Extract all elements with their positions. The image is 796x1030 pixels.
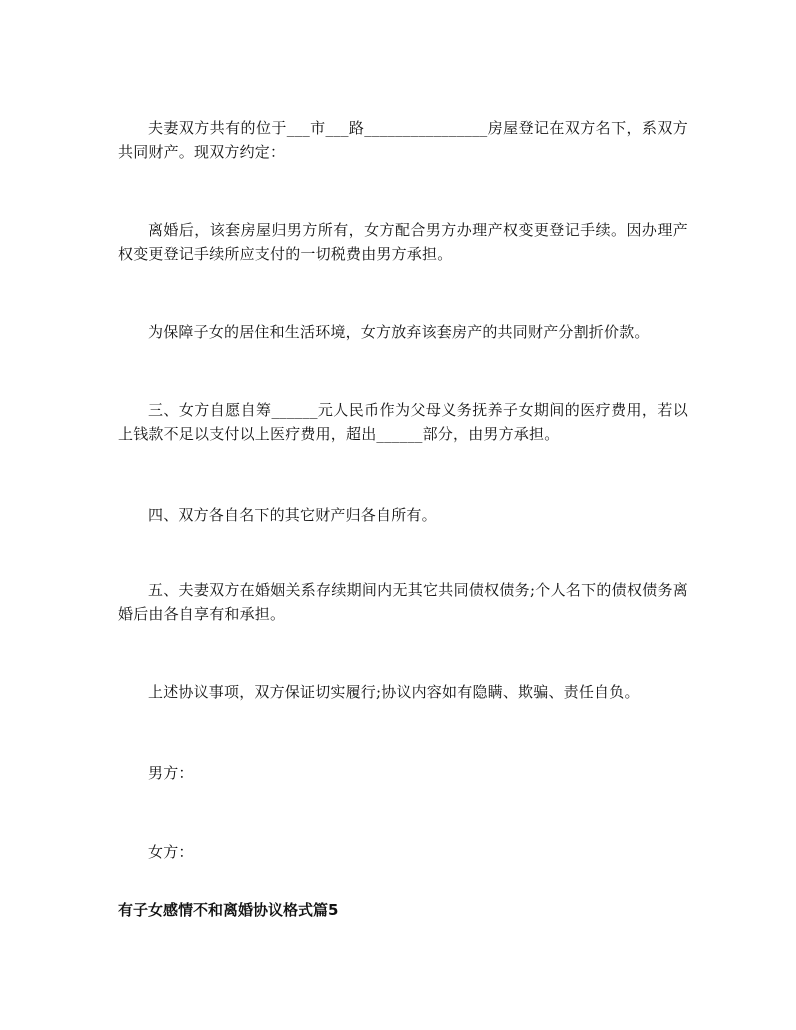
paragraph-guarantee: 上述协议事项，双方保证切实履行;协议内容如有隐瞒、欺骗、责任自负。 <box>148 683 640 701</box>
paragraph-debts: 五、夫妻双方在婚姻关系存续期间内无其它共同债权债务;个人名下的债权债务离婚后由各自享有和承担。 <box>118 581 688 623</box>
paragraph-medical-fees: 三、女方自愿自筹______元人民币作为父母义务抚养子女期间的医疗费用，若以上钱款不足以支付以上医疗费用，超出______部分，由男方承担。 <box>118 401 688 443</box>
section-heading: 有子女感情不和离婚协议格式篇5 <box>118 901 339 919</box>
paragraph-other-property: 四、双方各自名下的其它财产归各自所有。 <box>148 506 437 524</box>
signature-female: 女方： <box>148 843 194 861</box>
paragraph-housing-waiver: 为保障子女的居住和生活环境，女方放弃该套房产的共同财产分割折价款。 <box>148 323 650 341</box>
paragraph-joint-property: 夫妻双方共有的位于___市___路________________房屋登记在双方名下，系双方共同财产。现双方约定： <box>118 119 688 161</box>
signature-male: 男方： <box>148 764 194 782</box>
paragraph-house-ownership: 离婚后，该套房屋归男方所有，女方配合男方办理产权变更登记手续。因办理产权变更登记手续所应支付的一切税费由男方承担。 <box>118 221 688 263</box>
